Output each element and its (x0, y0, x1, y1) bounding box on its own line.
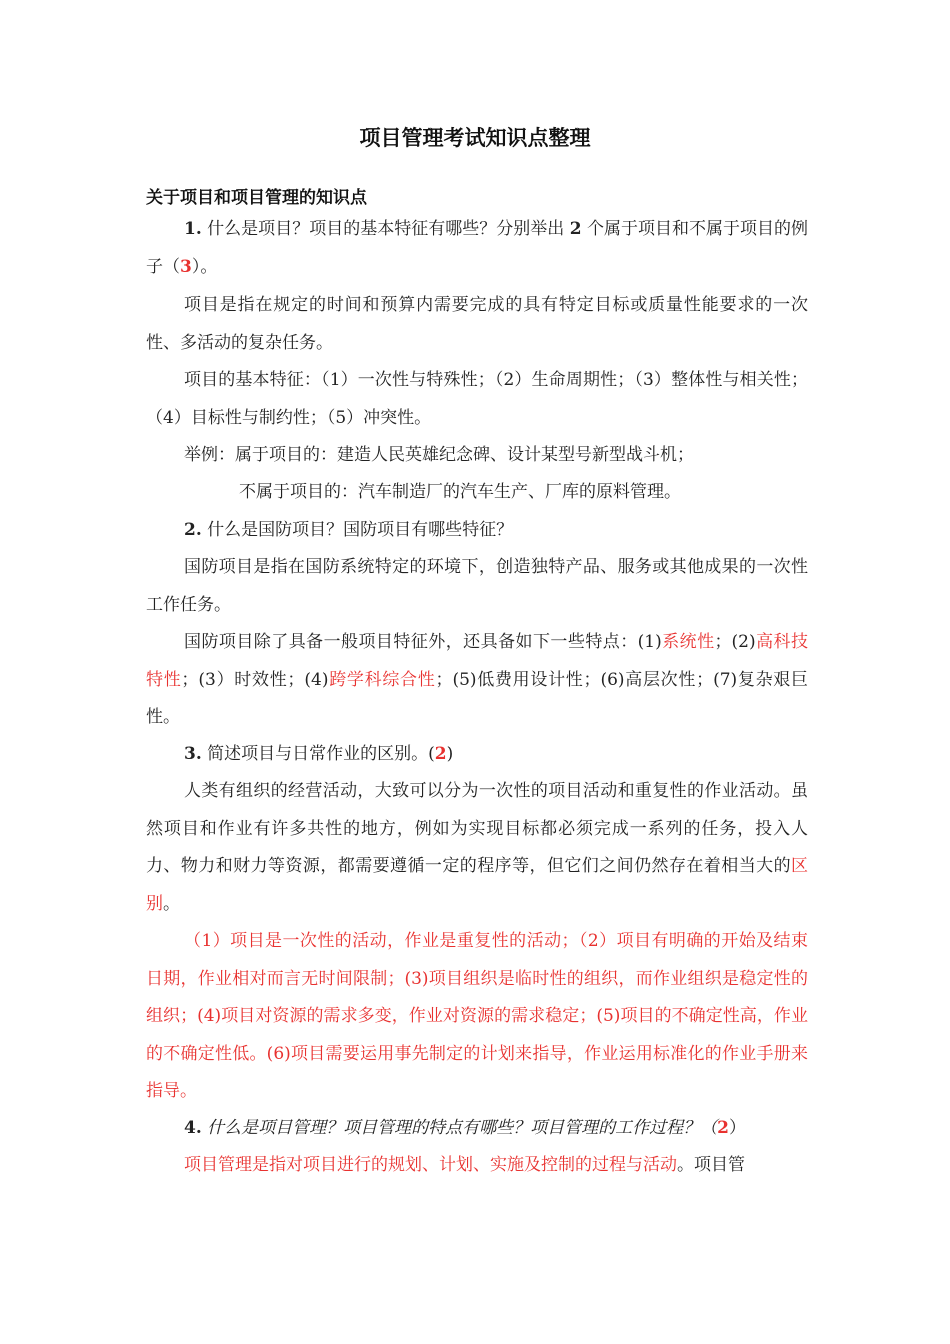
question-score: 2 (717, 1118, 729, 1138)
answer-3-intro (146, 773, 808, 923)
question-text: 什么是项目管理？项目管理的特点有哪些？项目管理的工作过程？（ (207, 1118, 718, 1138)
answer-1-features: 项目的基本特征：（1）一次性与特殊性；（2）生命周期性；（3）整体性与相关性；（4）目标性与制约性；（5）冲突性。 (146, 370, 808, 428)
question-number: 3. (184, 744, 202, 764)
page-title: 项目管理考试知识点整理 (359, 125, 591, 150)
text-run: 国防项目除了具备一般项目特征外，还具备如下一些特点：(1) (184, 632, 662, 652)
question-text: 什么是国防项目？国防项目有哪些特征？ (207, 520, 514, 540)
question-score: 3 (180, 256, 192, 277)
highlight-text: 区别 (146, 856, 808, 914)
answer-1-example-yes: 举例：属于项目的：建造人民英雄纪念碑、设计某型号新型战斗机； (184, 445, 694, 465)
question-text-end: ）。 (191, 256, 218, 277)
question-number: 4. (184, 1118, 202, 1138)
answer-1-example-no: 不属于项目的：汽车制造厂的汽车生产、厂库的原料管理。 (239, 482, 681, 502)
answer-2-features (146, 624, 808, 737)
question-3 (146, 736, 808, 774)
question-text-end: ) (446, 744, 454, 764)
answer-4-definition (146, 1147, 808, 1185)
highlight-text: 高科技特性 (146, 632, 808, 690)
answer-2-definition: 国防项目是指在国防系统特定的环境下，创造独特产品、服务或其他成果的一次性工作任务。 (146, 557, 808, 615)
highlight-text: 项目管理是指对项目进行的规划、计划、实施及控制的过程与活动 (184, 1155, 677, 1175)
question-1 (146, 211, 808, 286)
text-run: ；(2) (714, 632, 756, 652)
highlight-text: 系统性 (661, 632, 715, 652)
question-text: 个属于项目和不属于项目的例子（ (146, 219, 809, 277)
answer-1-definition: 项目是指在规定的时间和预算内需要完成的具有特定目标或质量性能要求的一次性、多活动的复杂任务。 (146, 295, 808, 353)
question-text: 什么是项目？项目的基本特征有哪些？分别举出 (207, 219, 565, 239)
text-run: ；(3）时效性；(4) (181, 669, 329, 690)
text-run: 人类有组织的经营活动，大致可以分为一次性的项目活动和重复性的作业活动。虽然项目和作业有许多共性的地方，例如为实现目标都必须完成一系列的任务，投入人力、物力和财力等资源，都需要遵循一定的程序等，但它们之间仍然存在着相当大的 (146, 781, 808, 876)
question-score: 2 (434, 744, 447, 764)
question-text-end: ） (729, 1118, 746, 1138)
question-number-inline: 2 (569, 219, 582, 239)
question-2 (146, 512, 808, 550)
highlight-text: 跨学科综合性 (328, 669, 436, 690)
question-number: 2. (184, 520, 202, 540)
text-run: 。项目管 (677, 1155, 745, 1175)
question-4 (146, 1110, 808, 1148)
question-number: 1. (184, 219, 202, 239)
answer-3-list: （1）项目是一次性的活动，作业是重复性的活动；（2）项目有明确的开始及结束日期，作业相对而言无时间限制；(3)项目组织是临时性的组织，而作业组织是稳定性的组织；(4)项目对资源的需求多变，作业对资源的需求稳定；(5)项目的不确定性高，作业的不确定性低。(6)项目需要运用事先制定的计划来指导，作业运用标准化的作业手册来指导。 (146, 931, 808, 1101)
section-heading: 关于项目和项目管理的知识点 (146, 188, 367, 208)
text-run: ；(5)低费用设计性；(6)高层次性；(7)复杂艰巨性。 (146, 669, 809, 727)
question-text: 简述项目与日常作业的区别。( (207, 744, 435, 764)
text-run: 。 (163, 893, 180, 914)
